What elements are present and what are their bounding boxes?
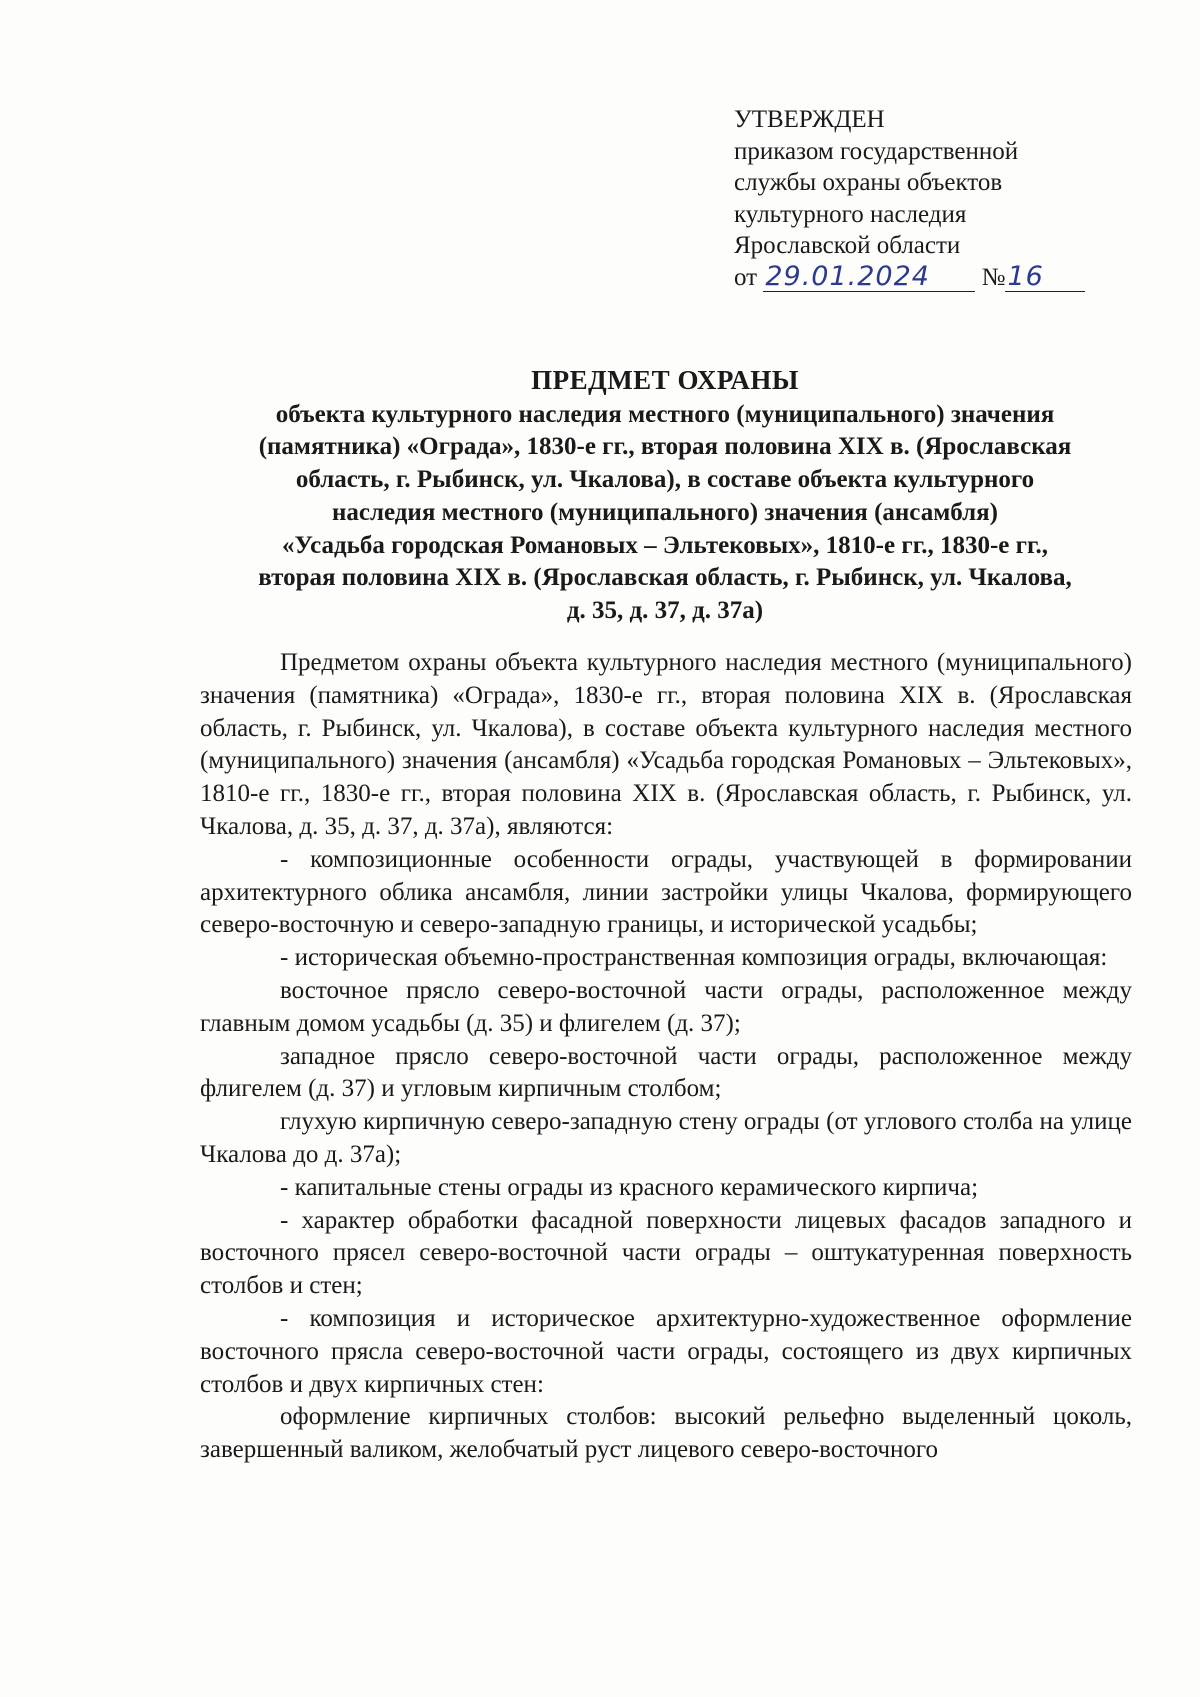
approval-stamp-block [734,104,1134,293]
subtitle-line: «Усадьба городская Романовых – Эльтековых», 1810-е гг., 1830-е гг., [281,531,1049,559]
order-number-handwritten: 16 [1007,260,1044,292]
list-item: - историческая объемно-пространственная композиция ограды, включающая: [280,944,1108,972]
order-reference [734,262,1134,294]
list-item: - композиционные особенности ограды, участвующей в формировании архитектурного облика ансамбля, линии застройки улицы Чкалова, формирующего северо-восточную и северо-западную границы, и исторической усадьбы; [200,845,1132,939]
subtitle-line: объекта культурного наследия местного (муниципального) значения [275,400,1055,428]
sub-item: западное прясло северо-восточной части ограды, расположенное между флигелем (д. 37) и угловым кирпичным столбом; [200,1042,1132,1103]
order-number-field [1005,260,1085,292]
list-item: - характер обработки фасадной поверхности лицевых фасадов западного и восточного прясел северо-восточной части ограды – оштукатуренная поверхность столбов и стен; [200,1206,1132,1300]
order-date-field [763,260,975,292]
sub-item: глухую кирпичную северо-западную стену ограды (от углового столба на улице Чкалова до д. 37а); [200,1108,1132,1168]
document-title-block [200,364,1130,628]
approval-line: приказом государственной [734,137,1019,165]
list-item: - капитальные стены ограды из красного керамического кирпича; [280,1173,979,1201]
subtitle-line: д. 35, д. 37, д. 37а) [566,596,764,624]
subtitle-line: вторая половина XIX в. (Ярославская область, г. Рыбинск, ул. Чкалова, [258,564,1072,592]
document-body [200,647,1132,1467]
number-prefix: № [981,263,1006,291]
approval-heading: УТВЕРЖДЕН [734,106,885,133]
list-item: - композиция и историческое архитектурно-художественное оформление восточного прясла северо-восточной части ограды, состоящего из двух кирпичных столбов и двух кирпичных стен: [200,1304,1132,1398]
sub-item: оформление кирпичных столбов: высокий рельефно выделенный цоколь, завершенный валиком, желобчатый руст лицевого северо-восточного [200,1403,1132,1464]
order-date-handwritten: 29.01.2024 [765,260,930,292]
subtitle-line: (памятника) «Ограда», 1830-е гг., вторая половина XIX в. (Ярославская [258,433,1072,461]
date-prefix: от [734,263,758,291]
sub-item: восточное прясло северо-восточной части ограды, расположенное между главным домом усадьбы (д. 35) и флигелем (д. 37); [200,976,1132,1037]
subtitle-line: наследия местного (муниципального) значения (ансамбля) [331,498,998,526]
intro-paragraph: Предметом охраны объекта культурного наследия местного (муниципального) значения (памятника) «Ограда», 1830-е гг., вторая половина XIX в. (Ярославская область, г. Рыбинск, ул. Чкалова), в составе объекта культурного наследия местного (муниципального) значения (ансамбля) «Усадьба городская Романовых – Эльтековых», 1810-е гг., 1830-е гг., вторая половина XIX в. (Ярославская область, г. Рыбинск, ул. Чкалова, д. 35, д. 37, д. 37а), являются: [200,649,1132,840]
approval-line: культурного наследия [734,200,967,228]
subtitle-line: область, г. Рыбинск, ул. Чкалова), в составе объекта культурного [295,466,1035,494]
document-title: ПРЕДМЕТ ОХРАНЫ [531,365,799,395]
approval-line: Ярославской области [734,232,961,259]
approval-line: службы охраны объектов [734,169,1003,196]
